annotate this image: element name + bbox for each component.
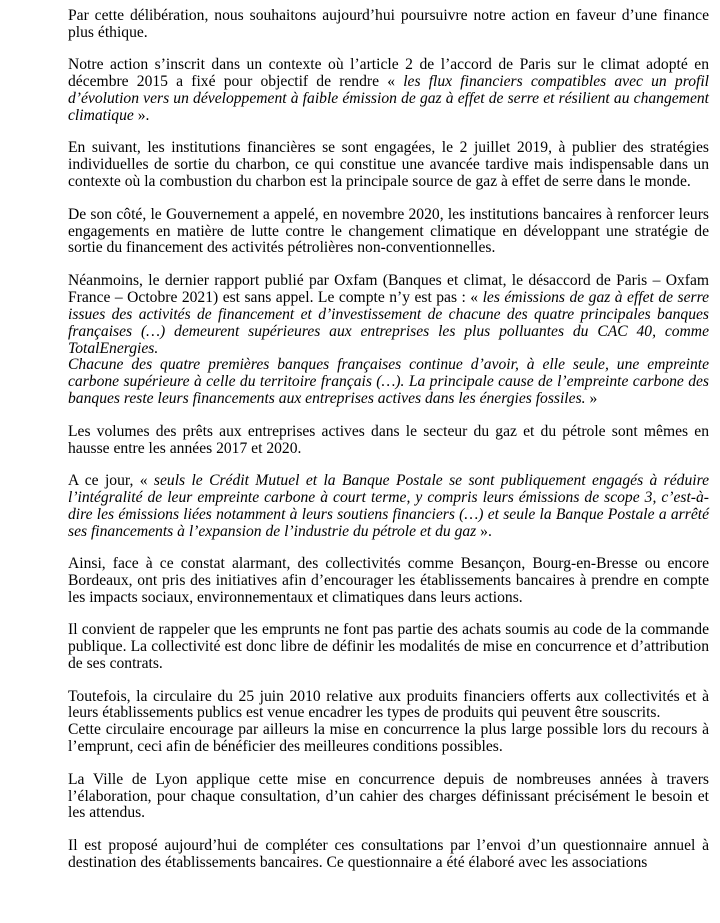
paragraph-rapport-oxfam [68,273,709,358]
paragraph-text: Il est proposé aujourd’hui de compléter ces consultations par l’envoi d’un questionnaire annuel à destination des établissements bancaires. Ce questionnaire a été élaboré avec les associations [68,836,709,871]
paragraph-tail: ». [133,107,150,125]
paragraph-circulaire [68,689,709,723]
paragraph-collectivites [68,556,709,607]
paragraph-rapport-oxfam-suite [68,357,709,408]
paragraph-text: En suivant, les institutions financières se sont engagées, le 2 juillet 2019, à publier des stratégies individuelles de sortie du charbon, ce qui constitue une avancée tardive mais indispensable dans un contexte où la combustion du charbon est la principale source de gaz à effet de serre dans le monde. [68,139,709,191]
paragraph-text: La Ville de Lyon applique cette mise en concurrence depuis de nombreuses années à travers l’élaboration, pour chaque consultation, d’un cahier des charges définissant précisément le besoin et les attendus. [68,770,709,822]
paragraph-text: Toutefois, la circulaire du 25 juin 2010 relative aux produits financiers offerts aux collectivités et à leurs établissements publics est venue encadrer les types de produits qui peuvent être souscrits. [68,687,709,722]
paragraph-text: Cette circulaire encourage par ailleurs la mise en concurrence la plus large possible lors du recours à l’emprunt, ceci afin de bénéficier des meilleures conditions possibles. [68,721,709,756]
quotation: les flux financiers compatibles avec un profil d’évolution vers un développement à faible émission de gaz à effet de serre et résilient au changement climatique [68,73,709,125]
paragraph-tail: ». [476,522,492,540]
quotation: Chacune des quatre premières banques françaises continue d’avoir, à elle seule, une empreinte carbone supérieure à celle du territoire français (…). La principale cause de l’empreinte carbone des banques reste leurs financements aux entreprises actives dans les énergies fossiles. [68,356,709,408]
paragraph-text: Par cette délibération, nous souhaitons aujourd’hui poursuivre notre action en faveur d’une finance plus éthique. [68,7,709,41]
paragraph-credit-mutuel-banque-postale [68,473,709,541]
paragraph-commande-publique [68,622,709,673]
paragraph-questionnaire [68,838,709,872]
paragraph-text: De son côté, le Gouvernement a appelé, en novembre 2020, les institutions bancaires à renforcer leurs engagements en matière de lutte contre le changement climatique en développant une stratégie de sortie du financement des activités pétrolières non-conventionnelles. [68,205,709,257]
paragraph-gouvernement [68,207,709,258]
paragraph-lead: A ce jour, « [68,471,154,489]
paragraph-sortie-charbon [68,140,709,191]
quotation: les émissions de gaz à effet de serre issues des activités de financement et d’investissement de chacune des quatre principales banques françaises (…) demeurent supérieures aux entreprises les plus polluantes du CAC 40, comme TotalEnergies. [68,288,709,357]
paragraph-circulaire-suite [68,722,709,756]
paragraph-text: Les volumes des prêts aux entreprises actives dans le secteur du gaz et du pétrole sont mêmes en hausse entre les années 2017 et 2020. [68,422,709,457]
paragraph-accord-de-paris [68,57,709,125]
paragraph-volumes-prets [68,424,709,458]
paragraph-text: Ainsi, face à ce constat alarmant, des collectivités comme Besançon, Bourg-en-Bresse ou encore Bordeaux, ont pris des initiatives afin d’encourager les établissements bancaires à prendre en compte les impacts sociaux, environnementaux et climatiques dans leurs actions. [68,555,709,606]
quotation: seuls le Crédit Mutuel et la Banque Postale se sont publiquement engagés à réduire l’intégralité de leur empreinte carbone à court terme, y compris leurs émissions de scope 3, c’est-à-dire les émissions liées notamment à leurs soutiens financiers (…) et seule la Banque Postale a arrêté ses financements à l’expansion de l’industrie du pétrole et du gaz [68,471,709,540]
paragraph-ville-de-lyon [68,772,709,823]
paragraph-lead: Notre action s’inscrit dans un contexte où l’article 2 de l’accord de Paris sur le climat adopté en décembre 2015 a fixé pour objectif de rendre « [68,56,709,91]
paragraph-finance-ethique [68,8,709,42]
paragraph-lead: Néanmoins, le dernier rapport publié par Oxfam (Banques et climat, le désaccord de Paris – Oxfam France – Octobre 2021) est sans appel. Le compte n’y est pas : « [68,271,709,306]
paragraph-text: Il convient de rappeler que les emprunts ne font pas partie des achats soumis au code de la commande publique. La collectivité est donc libre de définir les modalités de mise en concurrence et d’attribution de ses contrats. [68,621,709,673]
paragraph-tail: » [585,390,598,408]
